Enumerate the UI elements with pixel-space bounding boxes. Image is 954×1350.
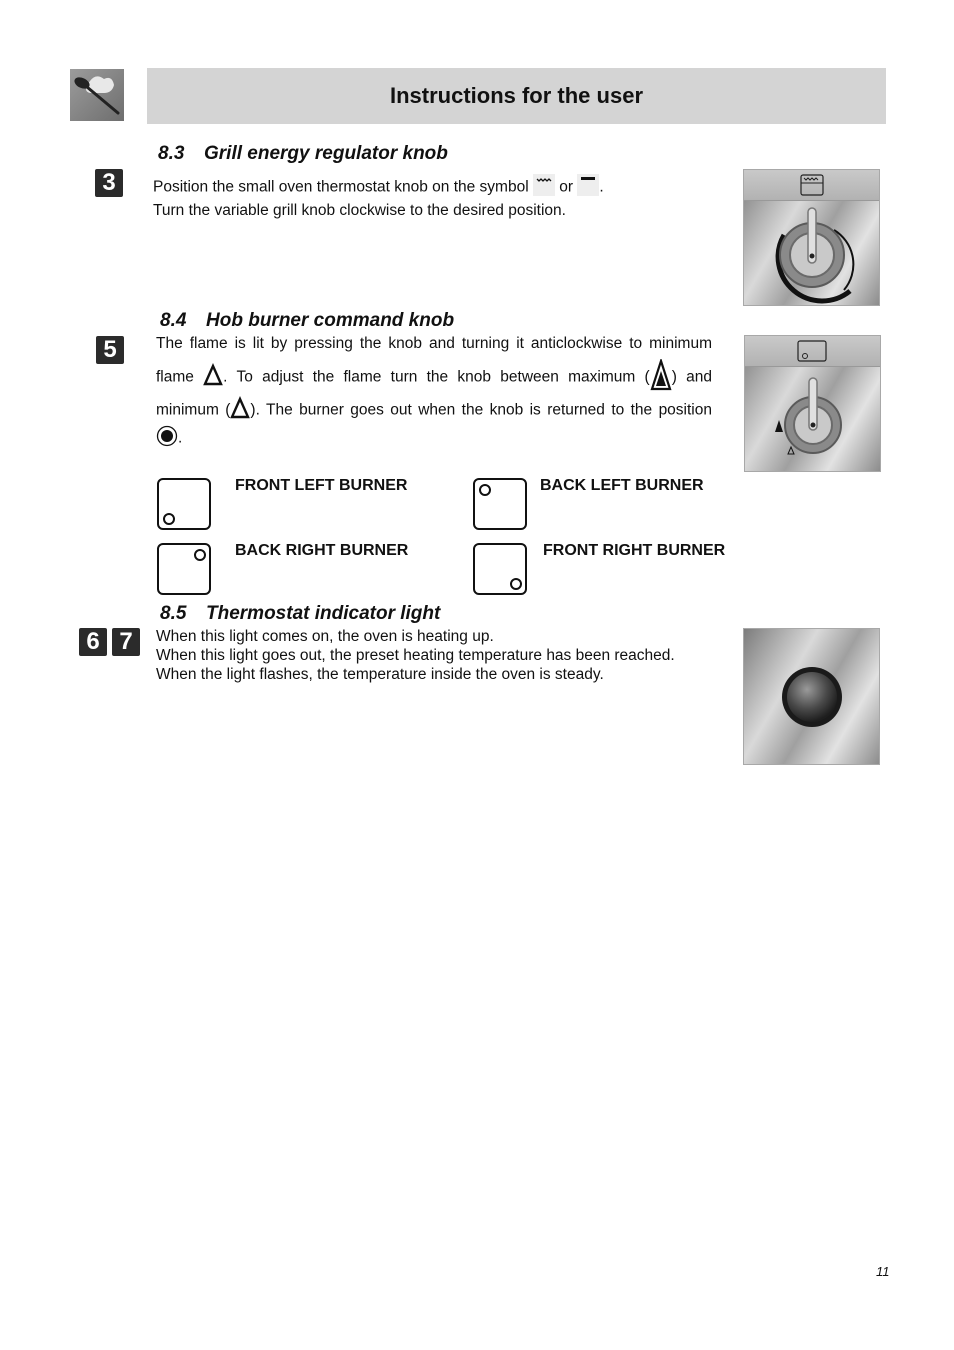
section-title-grill — [158, 143, 448, 165]
thermostat-line-3: When the light flashes, the temperature inside the oven is steady. — [156, 666, 604, 683]
hob-line-4-end: . — [178, 429, 183, 447]
min-flame-icon — [203, 363, 223, 392]
hob-line-2-c: ) and — [671, 368, 712, 386]
grill-fan-symbol-icon — [577, 174, 599, 201]
hob-knob-icon — [745, 336, 880, 471]
page-number: 11 — [876, 1264, 890, 1279]
grill-line-1-text: Position the small oven thermostat knob on the symbol — [153, 178, 529, 196]
hob-line-2 — [156, 359, 712, 396]
burner-dot — [163, 513, 175, 525]
burner-dot — [479, 484, 491, 496]
spoon-chef-hat-icon — [70, 69, 124, 121]
section-heading: Hob burner command knob — [206, 310, 455, 331]
hob-paragraph — [156, 334, 712, 452]
hob-line-3 — [156, 396, 712, 425]
thermostat-paragraph — [156, 627, 736, 684]
logo — [70, 69, 124, 121]
header-band — [147, 68, 886, 124]
grill-symbol-icon — [533, 174, 555, 201]
burner-label-back-left: BACK LEFT BURNER — [540, 477, 704, 494]
step-badge-6: 6 — [79, 628, 107, 656]
grill-knob-photo — [743, 169, 880, 306]
burner-label-back-right: BACK RIGHT BURNER — [235, 542, 409, 559]
hob-line-1: The flame is lit by pressing the knob and turning it anticlockwise to minimum — [156, 335, 712, 352]
section-number: 8.4 — [160, 310, 187, 331]
hob-line-4 — [156, 425, 712, 452]
burner-label-front-right: FRONT RIGHT BURNER — [543, 542, 726, 559]
grill-line-1 — [153, 174, 713, 201]
section-number: 8.5 — [160, 603, 187, 624]
off-position-icon — [156, 425, 178, 452]
grill-line-1-end: . — [599, 178, 604, 196]
max-flame-icon — [650, 359, 672, 396]
section-title-thermostat — [160, 603, 440, 625]
burner-dot — [194, 549, 206, 561]
hob-line-2-a: flame — [156, 368, 194, 386]
step-badge-5: 5 — [96, 336, 124, 364]
step-badge-3: 3 — [95, 169, 123, 197]
burner-diagram-front-right — [473, 543, 527, 595]
section-heading: Thermostat indicator light — [206, 603, 441, 624]
grill-knob-icon — [744, 170, 879, 305]
section-heading: Grill energy regulator knob — [204, 143, 448, 164]
thermostat-line-1: When this light comes on, the oven is heating up. — [156, 628, 494, 645]
hob-line-2-b: . To adjust the flame turn the knob between maximum ( — [223, 368, 650, 386]
indicator-light-photo — [743, 628, 880, 765]
section-number: 8.3 — [158, 143, 185, 164]
burner-diagram-back-left — [473, 478, 527, 530]
indicator-light-icon — [744, 629, 879, 764]
hob-line-3-a: minimum ( — [156, 401, 231, 419]
grill-paragraph — [153, 174, 713, 220]
grill-line-2: Turn the variable grill knob clockwise to the desired position. — [153, 202, 566, 219]
thermostat-line-2: When this light goes out, the preset heating temperature has been reached. — [156, 647, 675, 664]
burner-label-front-left: FRONT LEFT BURNER — [235, 477, 408, 494]
step-badge-7: 7 — [112, 628, 140, 656]
grill-line-1-or: or — [559, 178, 574, 196]
min-flame-icon — [230, 396, 250, 425]
page-title: Instructions for the user — [389, 83, 644, 108]
burner-dot — [510, 578, 522, 590]
burner-diagram-back-right — [157, 543, 211, 595]
section-title-hob — [160, 310, 454, 332]
hob-knob-photo — [744, 335, 881, 472]
burner-diagram-front-left — [157, 478, 211, 530]
hob-line-3-b: ). The burner goes out when the knob is returned to the position — [250, 401, 712, 419]
